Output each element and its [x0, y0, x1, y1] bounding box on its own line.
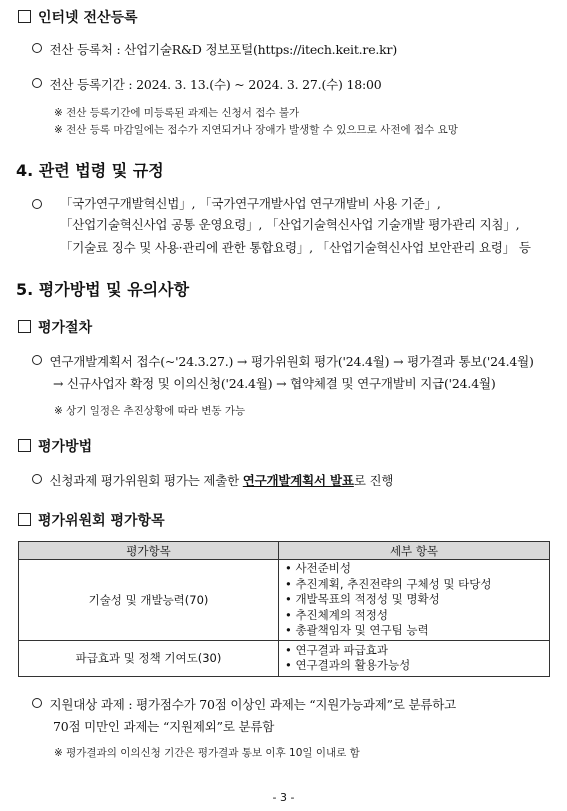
laws-line-1: 「국가연구개발혁신법」, 「국가연구개발사업 연구개발비 사용 기준」,	[60, 196, 441, 211]
circle-bullet-icon	[32, 698, 42, 708]
square-bullet-icon	[18, 439, 31, 452]
eval-proc-line-2: → 신규사업자 확정 및 이의신청('24.4월) → 협약체결 및 연구개발비 지급('24.4월)	[53, 376, 496, 391]
eval-proc-note: ※ 상기 일정은 추진상황에 따라 변동 가능	[54, 405, 246, 417]
eval-items-title: 평가위원회 평가항목	[18, 510, 165, 530]
circle-bullet-icon	[32, 474, 42, 484]
register-note-2: ※ 전산 등록 마감일에는 접수가 지연되거나 장애가 발생할 수 있으므로 사전에 접수 요망	[54, 124, 458, 136]
register-site: 전산 등록처 : 산업기술R&D 정보포털(https://itech.keit.re.kr)	[32, 40, 397, 58]
eval-proc-title: 평가절차	[18, 317, 92, 337]
table-header-row	[19, 542, 550, 560]
eval-items-table	[18, 541, 550, 677]
section-register-title: 인터넷 전산등록	[18, 7, 138, 27]
method-emphasis: 연구개발계획서 발표	[242, 473, 354, 488]
support-line-1: 지원대상 과제 : 평가점수가 70점 이상인 과제는 “지원가능과제”로 분류하고	[32, 695, 456, 713]
detail-item: • 추진체계의 적정성	[285, 607, 388, 622]
circle-bullet-icon	[32, 355, 42, 365]
table-row	[19, 640, 550, 676]
table-details	[279, 560, 550, 641]
detail-item: • 연구결과 파급효과	[285, 642, 388, 657]
square-bullet-icon	[18, 10, 31, 23]
support-note: ※ 평가결과의 이의신청 기간은 평가결과 통보 이후 10일 이내로 함	[54, 747, 360, 759]
table-details	[279, 640, 550, 676]
square-bullet-icon	[18, 320, 31, 333]
table-head-detail: 세부 항목	[279, 542, 550, 560]
square-bullet-icon	[18, 513, 31, 526]
register-period: 전산 등록기간 : 2024. 3. 13.(수) ~ 2024. 3. 27.(수) 18:00	[32, 75, 381, 93]
table-category: 파급효과 및 정책 기여도(30)	[19, 640, 279, 676]
section-eval-title: 5. 평가방법 및 유의사항	[16, 280, 190, 299]
laws-line-2: 「산업기술혁신사업 공통 운영요령」, 「산업기술혁신사업 기술개발 평가관리 지침」,	[60, 217, 520, 232]
eval-method-title: 평가방법	[18, 436, 92, 456]
circle-bullet-icon	[32, 195, 42, 214]
detail-item: • 총괄책임자 및 연구팀 능력	[285, 623, 429, 637]
detail-item: • 개발목표의 적정성 및 명확성	[285, 592, 440, 606]
detail-item: • 추진계획, 추진전략의 구체성 및 타당성	[285, 576, 492, 591]
eval-method-text: 신청과제 평가위원회 평가는 제출한 연구개발계획서 발표로 진행	[32, 471, 393, 489]
register-note-1: ※ 전산 등록기간에 미등록된 과제는 신청서 접수 불가	[54, 107, 300, 119]
detail-item: • 사전준비성	[285, 561, 351, 575]
table-head-category: 평가항목	[19, 542, 279, 560]
support-line-2: 70점 미만인 과제는 “지원제외”로 분류함	[53, 719, 275, 734]
table-row	[19, 560, 550, 641]
eval-proc-line-1: 연구개발계획서 접수(~'24.3.27.) → 평가위원회 평가('24.4월) → 평가결과 통보('24.4월)	[32, 352, 534, 370]
circle-bullet-icon	[32, 43, 42, 53]
table-category: 기술성 및 개발능력(70)	[19, 560, 279, 641]
section-laws-title: 4. 관련 법령 및 규정	[16, 161, 164, 180]
detail-item: • 연구결과의 활용가능성	[285, 658, 411, 672]
laws-line-3: 「기술료 징수 및 사용·관리에 관한 통합요령」, 「산업기술혁신사업 보안관리 요령」 등	[60, 240, 531, 255]
page-number: - 3 -	[272, 791, 295, 804]
circle-bullet-icon	[32, 78, 42, 88]
